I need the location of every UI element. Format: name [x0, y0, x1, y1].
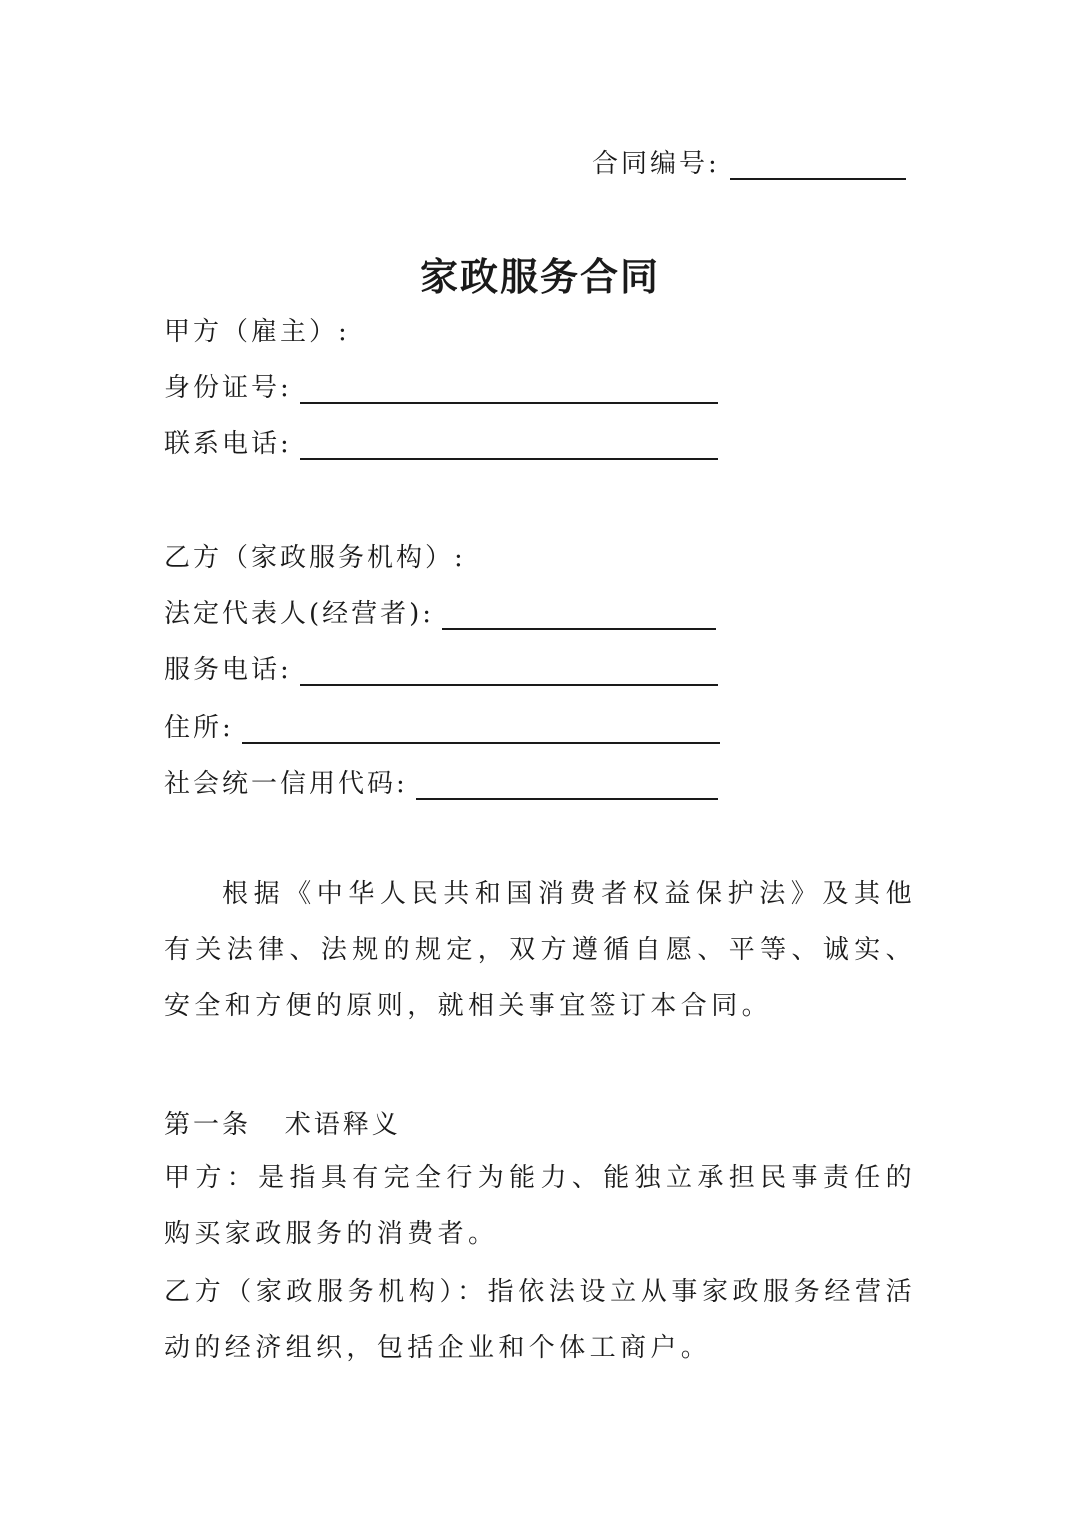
party-b-heading [164, 534, 466, 574]
party-a-id-field [164, 364, 718, 404]
party-b-rep-label: 法定代表人(经营者): [164, 599, 435, 629]
article-1-party-a-definition: 甲方：是指具有完全行为能力、能独立承担民事责任的购买家政服务的消费者。 [164, 1163, 916, 1249]
document-title: 家政服务合同 [419, 254, 660, 299]
party-b-credit-code-label: 社会统一信用代码: [164, 769, 408, 799]
party-b-rep-field [164, 590, 716, 630]
party-b-phone-label: 服务电话: [164, 655, 292, 685]
party-a-heading-text: 甲方（雇主）: [164, 317, 350, 347]
party-a-id-blank [300, 372, 718, 404]
party-b-phone-field [164, 646, 718, 686]
party-b-credit-code-field [164, 760, 718, 800]
party-b-address-field [164, 704, 720, 744]
party-a-phone-field [164, 420, 718, 460]
contract-number-blank [730, 146, 906, 180]
article-1-party-b-definition: 乙方（家政服务机构）：指依法设立从事家政服务经营活动的经济组织，包括企业和个体工商户。 [164, 1277, 916, 1363]
party-a-id-label: 身份证号: [164, 373, 292, 403]
party-b-heading-text: 乙方（家政服务机构）: [164, 543, 466, 573]
party-b-address-label: 住所: [164, 713, 234, 743]
party-b-credit-code-blank [416, 768, 718, 800]
contract-number-label: 合同编号: [592, 149, 720, 179]
party-a-heading [164, 308, 350, 348]
contract-number-field [592, 140, 906, 180]
party-a-phone-blank [300, 428, 718, 460]
party-b-phone-blank [300, 654, 718, 686]
preamble-paragraph: 根据《中华人民共和国消费者权益保护法》及其他有关法律、法规的规定，双方遵循自愿、平等、诚实、安全和方便的原则，就相关事宜签订本合同。 [164, 879, 916, 1021]
party-a-phone-label: 联系电话: [164, 429, 292, 459]
party-b-rep-blank [442, 598, 716, 630]
article-1-heading: 第一条 术语释义 [164, 1110, 401, 1140]
party-b-address-blank [242, 712, 720, 744]
